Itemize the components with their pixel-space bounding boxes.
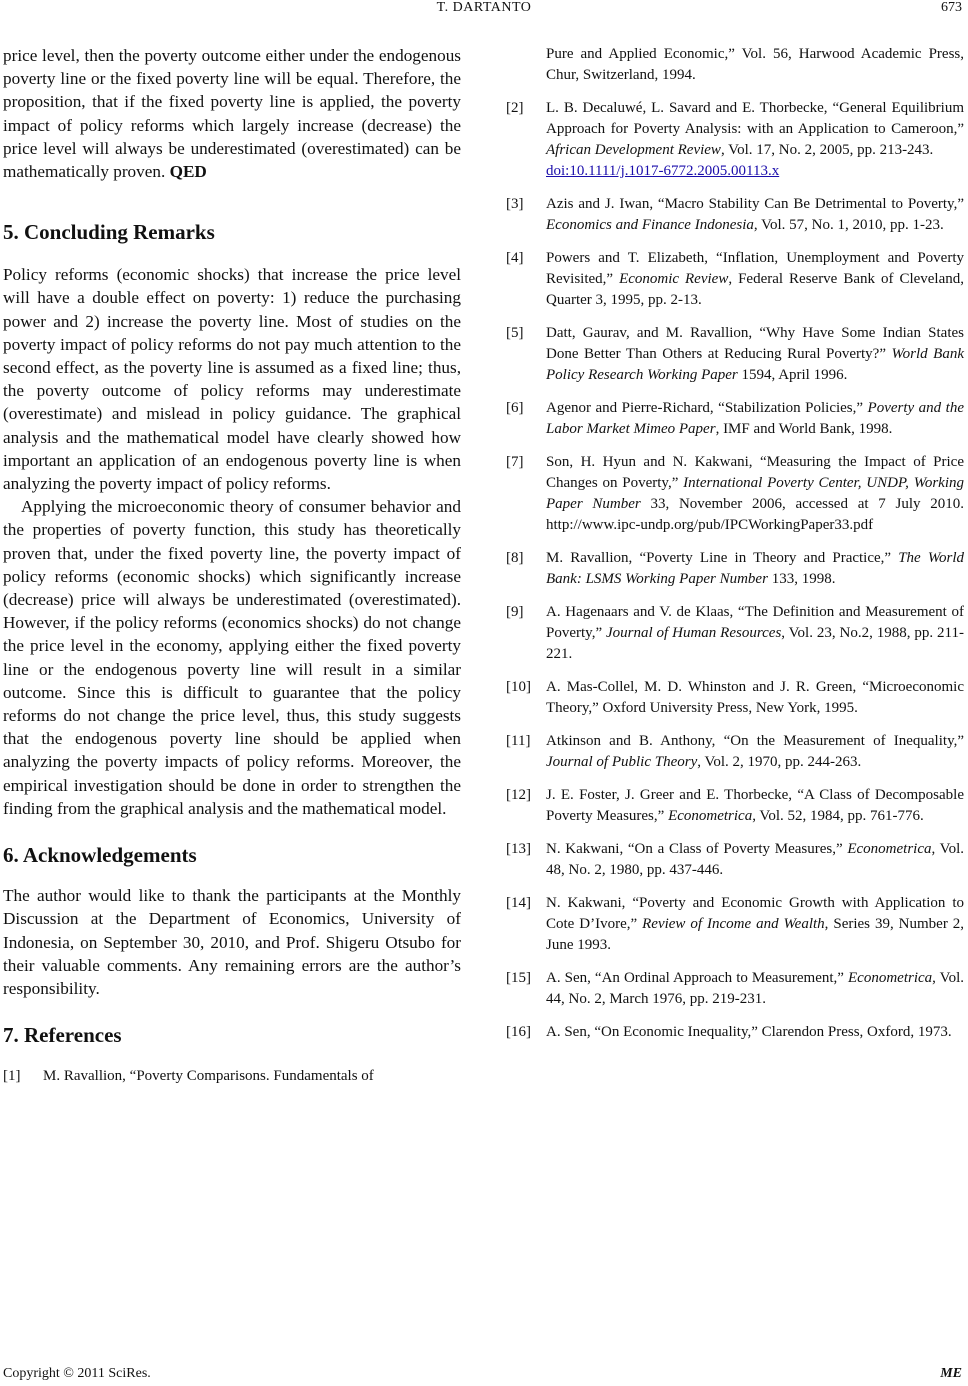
- reference-source: Econometrica: [847, 841, 932, 857]
- intro-text: price level, then the poverty outcome either under the endogenous poverty line or the fixed poverty line will be equal. Therefore, the proposition, that if the fixed poverty line is applied, the poverty impact of policy reforms which largely increase (decrease) the price level will always be underestimated (overestimated) can be mathematically proven.: [3, 46, 461, 182]
- references-heading: 7. References: [3, 1023, 122, 1048]
- acknowledgements-heading: 6. Acknowledgements: [3, 843, 197, 868]
- reference-number: [4]: [506, 250, 524, 266]
- acknowledgements-text: The author would like to thank the participants at the Monthly Discussion at the Department of Economics, University of Indonesia, on September 30, 2010, and Prof. Shigeru Otsubo for their valuable comments. Any remaining errors are the author’s responsibility.: [3, 886, 461, 998]
- reference-text: L. B. Decaluwé, L. Savard and E. Thorbecke, “General Equilibrium Approach for Poverty Analysis: with an Application to Cameroon,”: [546, 100, 964, 137]
- reference-source: Poverty and the Labor Market Mimeo Paper: [546, 400, 964, 437]
- reference-item: [506, 968, 964, 1010]
- reference-item: [506, 785, 964, 827]
- reference-item: [506, 602, 964, 665]
- reference-text: A. Sen, “An Ordinal Approach to Measurement,”: [546, 970, 849, 986]
- doi-link[interactable]: doi:10.1111/j.1017-6772.2005.00113.x: [546, 163, 780, 179]
- reference-number: [14]: [506, 895, 531, 911]
- reference-item: [506, 194, 964, 236]
- reference-number: [3]: [506, 196, 524, 212]
- reference-number: [16]: [506, 1024, 531, 1040]
- reference-list: [506, 98, 964, 1043]
- reference-details: , Federal Reserve Bank of Cleveland, Quarter 3, 1995, pp. 2-13.: [546, 271, 965, 308]
- reference-item: [506, 893, 964, 956]
- reference-number: [8]: [506, 550, 524, 566]
- reference-source: World Bank Policy Research Working Paper: [546, 346, 965, 383]
- reference-details: , Vol. 17, No. 2, 2005, pp. 213-243.: [720, 142, 934, 158]
- reference-text: Atkinson and B. Anthony, “On the Measurement of Inequality,”: [546, 733, 964, 749]
- intro-paragraph: [3, 44, 461, 183]
- reference-source: Journal of Human Resources: [606, 625, 782, 641]
- right-column: [506, 44, 964, 1055]
- reference-text: M. Ravallion, “Poverty Line in Theory and Practice,”: [546, 550, 899, 566]
- reference-number: [6]: [506, 400, 524, 416]
- reference-number: [7]: [506, 454, 524, 470]
- reference-source: African Development Review: [546, 142, 721, 158]
- reference-details: , Series 39, Number 2, June 1993.: [546, 916, 965, 953]
- reference-details: , Vol. 2, 1970, pp. 244-263.: [697, 754, 862, 770]
- reference-item: [506, 839, 964, 881]
- reference-1: [3, 1066, 461, 1087]
- reference-details: 33, November 2006, accessed at 7 July 2010. http://www.ipc-undp.org/pub/IPCWorkingPaper33.pdf: [546, 496, 964, 533]
- reference-item: [506, 731, 964, 773]
- reference-number: [13]: [506, 841, 531, 857]
- reference-text: A. Mas-Collel, M. D. Whinston and J. R. Green, “Microeconomic Theory,” Oxford University Press, New York, 1995.: [546, 679, 964, 716]
- reference-details: 1594, April 1996.: [737, 367, 848, 383]
- copyright-notice: Copyright © 2011 SciRes.: [3, 1366, 151, 1381]
- reference-number: [5]: [506, 325, 524, 341]
- reference-source: The World Bank: LSMS Working Paper Number: [546, 550, 964, 587]
- reference-source: Journal of Public Theory: [546, 754, 698, 770]
- reference-item: [506, 98, 964, 182]
- reference-text: Son, H. Hyun and N. Kakwani, “Measuring the Impact of Price Changes on Poverty,”: [546, 454, 964, 491]
- reference-details: , Vol. 52, 1984, pp. 761-776.: [752, 808, 924, 824]
- reference-source: Economic Review: [619, 271, 729, 287]
- reference-source: Econometrica: [848, 970, 933, 986]
- reference-text: Datt, Gaurav, and M. Ravallion, “Why Have Some Indian States Done Better Than Others at Reducing Rural Poverty?”: [546, 325, 964, 362]
- qed-mark: QED: [169, 162, 207, 182]
- reference-text: A. Hagenaars and V. de Klaas, “The Definition and Measurement of Poverty,”: [546, 604, 964, 641]
- concluding-heading: 5. Concluding Remarks: [3, 220, 215, 245]
- reference-details: , Vol. 57, No. 1, 2010, pp. 1-23.: [753, 217, 944, 233]
- reference-item: [506, 452, 964, 536]
- reference-source: Econometrica: [668, 808, 753, 824]
- concluding-paragraph-1: Policy reforms (economic shocks) that increase the price level will have a double effect on poverty: 1) reduce the purchasing power and 2) increase the poverty line. Most of studies on the poverty impact of policy reforms do not pay much attention to the second effect, as the poverty line is assumed as a fixed line; thus, the poverty outcome of policy reforms may underestimate (overestimate) and mislead in policy guidance. The graphical analysis and the mathematical model have clearly showed how important an application of an endogenous poverty line is when analyzing the poverty impact of policy reforms.: [3, 265, 461, 494]
- reference-item: [506, 548, 964, 590]
- reference-details: 133, 1998.: [767, 571, 836, 587]
- reference-source: International Poverty Center, UNDP, Working Paper Number: [546, 475, 964, 512]
- reference-source: Review of Income and Wealth: [642, 916, 825, 932]
- reference-number: [2]: [506, 100, 524, 116]
- reference-text: Azis and J. Iwan, “Macro Stability Can Be Detrimental to Poverty,”: [546, 196, 964, 212]
- running-title: T. DARTANTO: [436, 0, 532, 15]
- reference-number: [11]: [506, 733, 531, 749]
- concluding-paragraph-2: Applying the microeconomic theory of consumer behavior and the properties of poverty function, this study has theoretically proven that, under the fixed poverty line, the poverty impact of policy reforms (economic shocks) which significantly increase (decrease) price will always be underestimated (overestimated). However, if the policy reforms (economics shocks) do not change the price level in the economy, applying either the fixed poverty line or the endogenous poverty line will result in a similar outcome. Since this is difficult to guarantee that the policy reforms do not change the price level, thus, this study suggests that the endogenous poverty line should be applied when analyzing the poverty impacts of policy reforms. Moreover, the empirical investigation should be done in order to strengthen the finding from the graphical analysis and the mathematical model.: [3, 497, 461, 818]
- reference-number: [15]: [506, 970, 531, 986]
- reference-details: , Vol. 23, No.2, 1988, pp. 211-221.: [546, 625, 964, 662]
- journal-abbrev: ME: [940, 1366, 962, 1381]
- reference-number: [9]: [506, 604, 524, 620]
- reference-text: A. Sen, “On Economic Inequality,” Clarendon Press, Oxford, 1973.: [546, 1024, 952, 1040]
- reference-text: N. Kakwani, “On a Class of Poverty Measures,”: [546, 841, 848, 857]
- reference-number: [10]: [506, 679, 531, 695]
- reference-text: Powers and T. Elizabeth, “Inflation, Unemployment and Poverty Revisited,”: [546, 250, 964, 287]
- reference-text: J. E. Foster, J. Greer and E. Thorbecke, “A Class of Decomposable Poverty Measures,”: [546, 787, 964, 824]
- reference-details: , IMF and World Bank, 1998.: [715, 421, 893, 437]
- reference-item: [506, 677, 964, 719]
- reference-1-continued: [506, 44, 964, 86]
- reference-text: Pure and Applied Economic,” Vol. 56, Harwood Academic Press, Chur, Switzerland, 1994.: [546, 46, 964, 83]
- reference-number: [12]: [506, 787, 531, 803]
- reference-text: Agenor and Pierre-Richard, “Stabilization Policies,”: [546, 400, 868, 416]
- reference-source: Economics and Finance Indonesia: [546, 217, 754, 233]
- reference-item: [506, 323, 964, 386]
- reference-item: [506, 1022, 964, 1043]
- reference-details: , Vol. 48, No. 2, 1980, pp. 437-446.: [546, 841, 965, 878]
- reference-item: [506, 248, 964, 311]
- reference-details: , Vol. 44, No. 2, March 1976, pp. 219-231.: [546, 970, 965, 1007]
- reference-text: M. Ravallion, “Poverty Comparisons. Fundamentals of: [43, 1068, 374, 1085]
- reference-item: [506, 398, 964, 440]
- reference-text: N. Kakwani, “Poverty and Economic Growth with Application to Cote D’Ivore,”: [546, 895, 964, 932]
- page-number: 673: [941, 0, 962, 15]
- reference-number: [1]: [3, 1068, 21, 1085]
- left-column: [3, 44, 461, 1099]
